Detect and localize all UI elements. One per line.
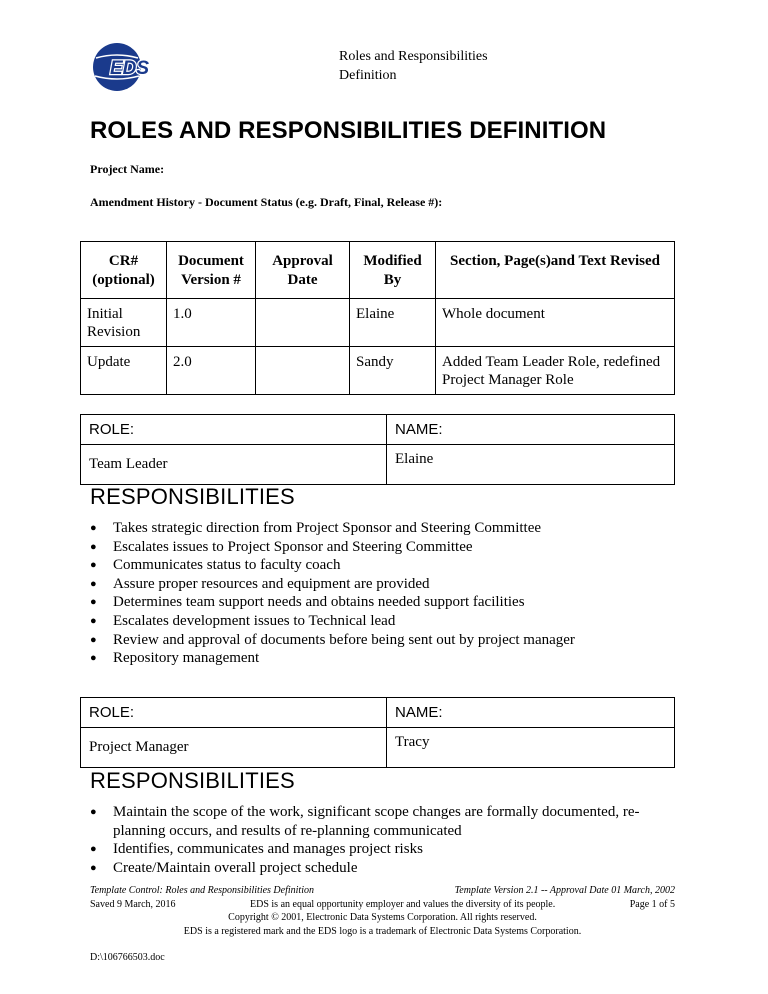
name-value: Elaine bbox=[387, 445, 675, 485]
bullet-icon: ● bbox=[90, 596, 97, 609]
table-header-row bbox=[81, 242, 675, 299]
header-title bbox=[339, 47, 488, 85]
table-cell: Sandy bbox=[350, 347, 436, 395]
eds-logo bbox=[92, 42, 170, 92]
list-item: ● Communicates status to faculty coach bbox=[90, 557, 341, 574]
table-cell: Initial Revision bbox=[81, 299, 167, 347]
name-label: NAME: bbox=[387, 415, 675, 445]
role-value: Project Manager bbox=[81, 728, 387, 768]
bullet-icon: ● bbox=[90, 577, 97, 590]
list-item: ● Create/Maintain overall project schedule bbox=[90, 859, 358, 876]
role-label: ROLE: bbox=[81, 415, 387, 445]
name-label: NAME: bbox=[387, 698, 675, 728]
table-cell: 1.0 bbox=[167, 299, 256, 347]
list-item: ● Maintain the scope of the work, significant scope changes are formally documented, re-planning occurs, and results of re-planning communicated bbox=[90, 804, 640, 839]
page-footer bbox=[90, 884, 675, 965]
bullet-icon: ● bbox=[90, 652, 97, 665]
bullet-icon: ● bbox=[90, 614, 97, 627]
responsibilities-list-team-leader bbox=[90, 519, 660, 668]
role-label: ROLE: bbox=[81, 698, 387, 728]
bullet-icon: ● bbox=[90, 843, 97, 856]
table-row bbox=[81, 299, 675, 347]
table-cell: 2.0 bbox=[167, 347, 256, 395]
equal-opportunity: EDS is an equal opportunity employer and values the diversity of its people. bbox=[250, 898, 556, 910]
saved-date: Saved 9 March, 2016 bbox=[90, 898, 176, 910]
table-cell: Update bbox=[81, 347, 167, 395]
template-version: Template Version 2.1 -- Approval Date 01 March, 2002 bbox=[454, 885, 675, 896]
document-title: ROLES AND RESPONSIBILITIES DEFINITION bbox=[90, 117, 607, 144]
column-header: Modified By bbox=[350, 242, 436, 299]
amendment-history-table bbox=[80, 241, 675, 395]
table-cell: Added Team Leader Role, redefined Project Manager Role bbox=[436, 347, 675, 395]
file-path: D:\106766503.doc bbox=[90, 952, 165, 963]
responsibilities-heading: RESPONSIBILITIES bbox=[90, 768, 295, 793]
role-table-project-manager bbox=[80, 697, 675, 768]
page-number: Page 1 of 5 bbox=[629, 898, 675, 910]
list-item: ● Escalates development issues to Technical lead bbox=[90, 612, 396, 629]
column-header: Document Version # bbox=[167, 242, 256, 299]
bullet-icon: ● bbox=[90, 633, 97, 646]
column-header: CR# (optional) bbox=[81, 242, 167, 299]
table-cell bbox=[256, 299, 350, 347]
bullet-icon: ● bbox=[90, 522, 97, 534]
list-item: ● Repository management bbox=[90, 650, 260, 667]
role-table-team-leader bbox=[80, 414, 675, 485]
header-title-line2: Definition bbox=[339, 68, 397, 83]
list-item: ● Review and approval of documents before being sent out by project manager bbox=[90, 631, 575, 648]
responsibilities-list-project-manager bbox=[90, 803, 660, 877]
svg-text:EDS: EDS bbox=[110, 58, 150, 79]
column-header: Section, Page(s)and Text Revised bbox=[436, 242, 675, 299]
header-title-line1: Roles and Responsibilities bbox=[339, 49, 488, 64]
role-value: Team Leader bbox=[81, 445, 387, 485]
list-item: ● Escalates issues to Project Sponsor and Steering Committee bbox=[90, 538, 473, 555]
bullet-icon: ● bbox=[90, 559, 97, 572]
table-cell: Elaine bbox=[350, 299, 436, 347]
bullet-icon: ● bbox=[90, 861, 97, 874]
responsibilities-heading: RESPONSIBILITIES bbox=[90, 484, 295, 509]
list-item: ● Takes strategic direction from Project Sponsor and Steering Committee bbox=[90, 520, 542, 536]
trademark: EDS is a registered mark and the EDS logo is a trademark of Electronic Data Systems Corporation. bbox=[183, 925, 582, 937]
name-value: Tracy bbox=[387, 728, 675, 768]
copyright: Copyright © 2001, Electronic Data Systems Corporation. All rights reserved. bbox=[228, 912, 537, 923]
list-item: ● Determines team support needs and obtains needed support facilities bbox=[90, 594, 525, 611]
list-item: ● Assure proper resources and equipment are provided bbox=[90, 575, 430, 592]
table-row bbox=[81, 347, 675, 395]
footer-saved-row bbox=[90, 898, 675, 912]
table-cell bbox=[256, 347, 350, 395]
template-control: Template Control: Roles and Responsibilities Definition bbox=[90, 885, 314, 896]
bullet-icon: ● bbox=[90, 540, 97, 553]
footer-template-row bbox=[90, 884, 675, 898]
list-item: ● Identifies, communicates and manages project risks bbox=[90, 841, 423, 858]
table-cell: Whole document bbox=[436, 299, 675, 347]
project-name-label: Project Name: bbox=[90, 162, 165, 176]
bullet-icon: ● bbox=[90, 806, 97, 818]
amendment-history-label: Amendment History - Document Status (e.g. Draft, Final, Release #): bbox=[90, 195, 443, 209]
column-header: Approval Date bbox=[256, 242, 350, 299]
